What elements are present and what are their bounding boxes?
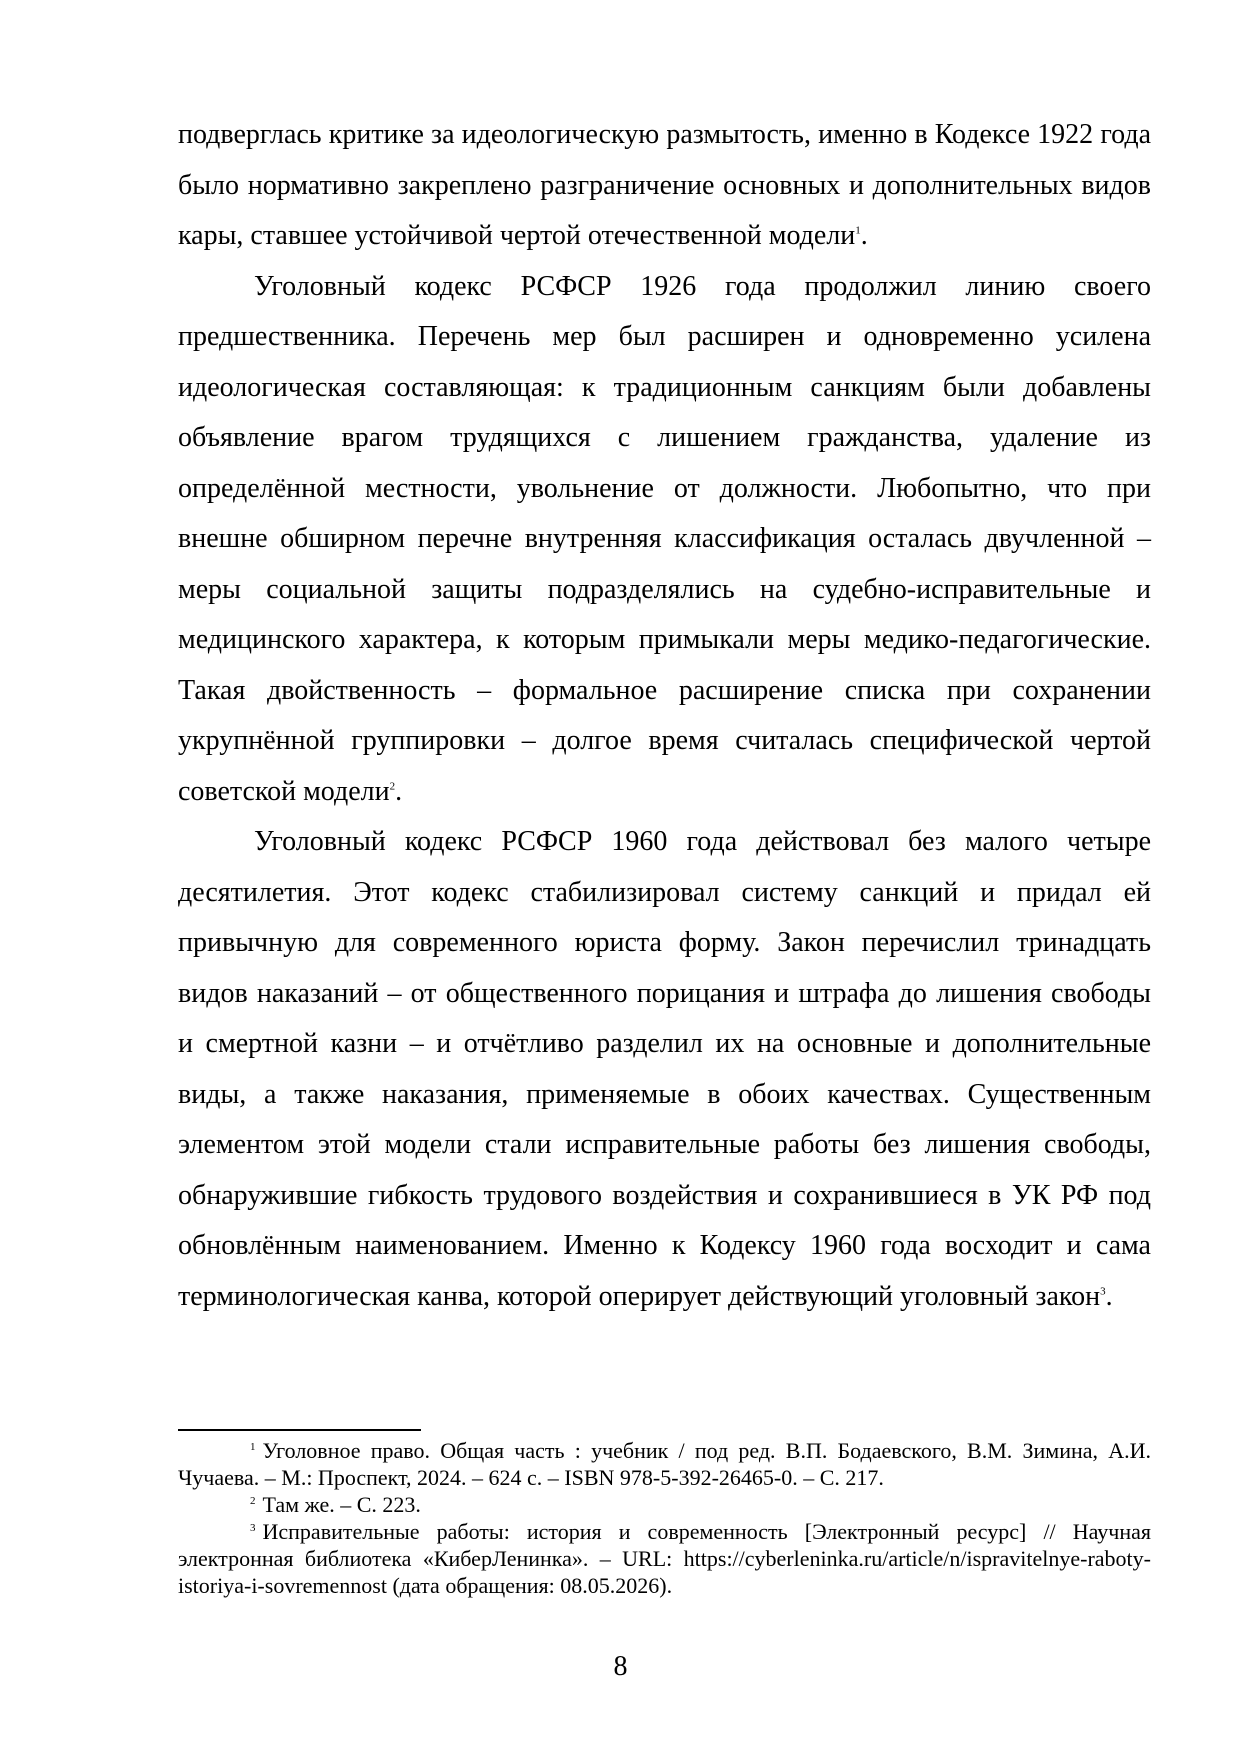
footnote-2-text: Там же. – С. 223. <box>262 1492 421 1517</box>
footnote-ref-1: 1 <box>855 224 861 237</box>
footnote-1-mark: 1 <box>250 1440 256 1453</box>
footnote-1 <box>178 1437 1151 1491</box>
footnote-2 <box>178 1491 1151 1518</box>
paragraph-1 <box>178 110 1151 262</box>
footnote-3 <box>178 1518 1151 1599</box>
page-number: 8 <box>613 1651 628 1682</box>
footnote-3-text: Исправительные работы: история и современность [Электронный ресурс] // Научная электронная библиотека «КиберЛенинка». – URL: https://cyberleninka.ru/article/n/ispravitelnye-raboty-istoriya-i-sovremennost (дата обращения: 08.05.2026). <box>178 1519 1151 1598</box>
footnotes <box>178 1437 1151 1599</box>
footnote-ref-2: 2 <box>389 780 396 793</box>
paragraph-1-text: подверглась критике за идеологическую размытость, именно в Кодексе 1922 года было нормативно закреплено разграничение основных и дополнительных видов кары, ставшее устойчивой чертой отечественной модели <box>178 119 1151 251</box>
footnote-3-mark: 3 <box>250 1521 256 1534</box>
footnote-ref-3: 3 <box>1100 1285 1106 1298</box>
document-body <box>178 110 1151 1322</box>
footnote-separator <box>178 1429 421 1431</box>
footnote-1-text: Уголовное право. Общая часть : учебник / под ред. В.П. Бодаевского, В.М. Зимина, А.И. Чучаева. – М.: Проспект, 2024. – 624 с. – ISBN 978-5-392-26465-0. – С. 217. <box>178 1438 1151 1490</box>
paragraph-3 <box>178 817 1151 1322</box>
paragraph-3-text: Уголовный кодекс РСФСР 1960 года действовал без малого четыре десятилетия. Этот кодекс стабилизировал систему санкций и придал ей привычную для современного юриста форму. Закон перечислил тринадцать видов наказаний – от общественного порицания и штрафа до лишения свободы и смертной казни – и отчётливо разделил их на основные и дополнительные виды, а также наказания, применяемые в обоих качествах. Существенным элементом этой модели стали исправительные работы без лишения свободы, обнаружившие гибкость трудового воздействия и сохранившиеся в УК РФ под обновлённым наименованием. Именно к Кодексу 1960 года восходит и сама терминологическая канва, которой оперирует действующий уголовный закон <box>178 826 1151 1312</box>
paragraph-3-end: . <box>1105 1280 1113 1312</box>
paragraph-2-end: . <box>395 775 403 807</box>
footnote-2-mark: 2 <box>250 1494 256 1507</box>
paragraph-2-text: Уголовный кодекс РСФСР 1926 года продолжил линию своего предшественника. Перечень мер был расширен и одновременно усилена идеологическая составляющая: к традиционным санкциям были добавлены объявление врагом трудящихся с лишением гражданства, удаление из определённой местности, увольнение от должности. Любопытно, что при внешне обширном перечне внутренняя классификация осталась двучленной – меры социальной защиты подразделялись на судебно-исправительные и медицинского характера, к которым примыкали меры медико-педагогические. Такая двойственность – формальное расширение списка при сохранении укрупнённой группировки – долгое время считалась специфической чертой советской модели <box>178 270 1151 807</box>
paragraph-2 <box>178 262 1151 818</box>
paragraph-1-end: . <box>860 220 868 251</box>
